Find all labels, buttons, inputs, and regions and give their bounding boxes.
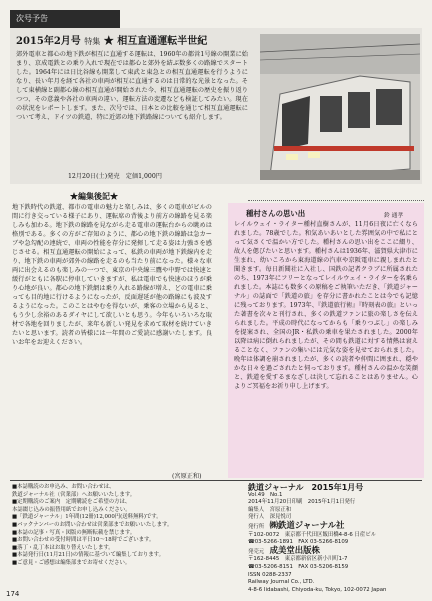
colophon xyxy=(248,484,424,594)
memorial-author: 鈴 通孝 xyxy=(384,213,404,219)
editor: 編集人 宮原正和 xyxy=(248,506,292,513)
english-address: 4-8-6 Iidabashi, Chiyoda-ku, Tokyo, 102-0072 Japan xyxy=(248,586,387,593)
feature-label: 特集 xyxy=(84,37,101,46)
publisher-label: 発行所 xyxy=(248,523,265,530)
memorial-body: レイルウェイ・ライター種村直樹さんが、11月6日夜に亡くなられました。78歳でした。和気あいあいとした雰囲気の中で私にとって気さくで温かい方でした。種村さんの思い出をここに綴り、故人を偲びたいと思います。種村さんは1936年、滋賀県大津市に生まれ、幼いころから東海道線の汽車や京阪電車に親しまれたと聞きます。毎日新聞社に入社し、国鉄の記者クラブに所属されたのち、1973年にフリーとなってレイルウェイ・ライターを名乗られました。本誌にも数多くの原稿をご執筆いただき、「鉄道ジャーナル」の誌面で「鉄道の旅」を存分に書かれたことは今でも記憶に残っております。1973年、『鉄道旅行術』『時刻表の旅』といった著書を次々と刊行され、多くの鉄道ファンに旅の楽しさを伝えられました。平成の時代になってからも「乗りつぶし」の楽しみを提案され、全国のJR・私鉄の乗車を果たされました。2000年以降は病に倒れられましたが、その間も鉄道に対する情熱は衰えることなく、ファンの集いには元気な姿を見せておられました。晩年は体調を崩されましたが、多くの読者や仲間に囲まれ、穏やかな日々を過ごされたと伺っております。種村さんの温かな笑顔と、鉄道を愛するまなざしは決して忘れることはありません。心よりご冥福をお祈り申し上げます。 xyxy=(234,221,418,390)
dotted-divider xyxy=(248,191,424,201)
seller-name: 成美堂出版株 xyxy=(269,544,320,555)
magazine-title: 鉄道ジャーナル 2015年1月号 xyxy=(248,483,364,492)
star-icon: ★ xyxy=(103,36,114,47)
issue-label: 2015年2月号 xyxy=(16,36,81,47)
next-issue-header: 次号予告 xyxy=(10,10,120,28)
next-issue-body: 郊外電車と都心の地下鉄が相互に直通する運転は、1960年の都営1号線の開業に始まり、京成電鉄との乗り入れで現在では都心と郊外を結ぶ数多くの路線でスタートした。1964年には日比谷線も開業して東武と東急との相互直通運転を行うようになり、長い年月を経て各社の車両が相互に直通するのは日常的な光景となった。そして東横線と副都心線の相互直通が開始された今、相互直通運転の歴史を振り返りつつ、その意義や各社の車両の違い、運転方法の変遷なども検証してみたい。現在の状況をレポートします。また、次号では、日本との比較を通じて相互直通運転について考え、ドイツの鉄道、特に近郊の地下鉄路線についても紹介します。 xyxy=(16,51,248,121)
info-line: ■お問い合わせの受付時間は平日10〜18時でございます。 xyxy=(12,537,155,544)
next-issue-title xyxy=(16,32,207,47)
info-line: ■定期購読のご案内 定期購読をご希望の方は、 xyxy=(12,499,131,506)
seller-address: 〒162-8445 東京都新宿区新小川町1-7 xyxy=(248,556,348,563)
train-photo xyxy=(260,34,420,180)
seller-label: 発売元 xyxy=(248,548,265,555)
feature-title: 相互直通運転半世紀 xyxy=(117,36,208,47)
info-line: ■本誌の記事・写真・図版の無断転載を禁じます。 xyxy=(12,529,136,536)
publisher-person: 発行人 深見悦司 xyxy=(248,514,292,521)
seller-tel: ☎03-5206-8151 FAX 03-5206-8159 xyxy=(248,563,349,570)
info-line: ■本誌発行日(11月21日)の情報に基づいて編集しております。 xyxy=(12,552,164,559)
issue-date: 2014年11月20日印刷 2015年1月1日発行 xyxy=(248,499,356,506)
info-line: ■「鉄道ジャーナル」1年間(12冊)12,000円(送料無料)です。 xyxy=(12,514,162,521)
page-number: 174 xyxy=(6,590,20,598)
editor-note-signature: (宮原正和) xyxy=(172,473,202,480)
editor-note-heading: ★編集後記★ xyxy=(70,191,118,201)
volume: Vol.49 No.1 xyxy=(248,491,283,498)
publisher-tel: ☎03-5266-1891 FAX 03-5266-8109 xyxy=(248,539,349,546)
info-line: 鉄道ジャーナル社（営業部）へお願いいたします。 xyxy=(12,491,136,498)
info-line: ■落丁・乱丁本はお取り替えいたします。 xyxy=(12,544,114,551)
next-issue-release: 12月20日(土)発売 定価1,000円 xyxy=(68,173,162,180)
info-line: ■バックナンバーのお問い合わせは営業部までお願いいたします。 xyxy=(12,521,173,528)
info-line: ■ご意見・ご感想は編集部までお寄せください。 xyxy=(12,559,131,566)
memorial-title: 種村さんの思い出 xyxy=(246,209,306,218)
info-line: 本誌綴じ込みの振替用紙でお申し込みください。 xyxy=(12,506,131,513)
info-line: ■本誌購読のお申込み、お問い合わせは、 xyxy=(12,484,115,490)
reader-info xyxy=(12,484,232,568)
publisher-address: 〒102-0072 東京都千代田区飯田橋4-8-6 日産ビル xyxy=(248,531,377,538)
editor-note-body: 地下鉄時代の鉄道、都市の電車の魅力と楽しみは、多くの電車がビルの間に行き交っている様子にあり、運転席の背後より前方の線路を見る楽しみも加わる。地下鉄の線路を見ながら走る電車の運転台からの眺めは格別である。多くの方がご存知のように、都心の地下鉄の線路は急カーブや急勾配の連続で、車両の性能を存分に発揮して走る姿は力強さを感じさせる。相互直通運転の開始によって、私鉄の車両が地下鉄線内を走り、地下鉄の車両が郊外の線路を走るのも当たり前になった。様々な車両に出会えるのも楽しみの一つで、東京の中央線三鷹や中野では快速と緩行がともに各駅に停車していきますが、私は電車でも快速のほうが乗り心地が良い。都心の地下鉄網は乗り入れる路線が増え、どの電車に乗っても目的地に行けるようになったが、反面遅延が他の路線にも波及するようになった。このことはやむを得ないが、乗客の立場から見ると、もう少し余裕のあるダイヤにして欲しいとも思う。今年もいろいろな取材で各地を回りましたが、来年も新しい発見を求めて取材を続けていきたいと思います。読者の皆様には一年間のご愛読に感謝いたします。良いお年をお迎えください。 xyxy=(12,204,212,346)
issn: ISSN 0288-2337 xyxy=(248,571,292,578)
english-name: Railway Journal Co., LTD. xyxy=(248,579,315,586)
publisher-name: ㈱鉄道ジャーナル社 xyxy=(269,519,345,530)
footer-divider xyxy=(10,480,422,481)
